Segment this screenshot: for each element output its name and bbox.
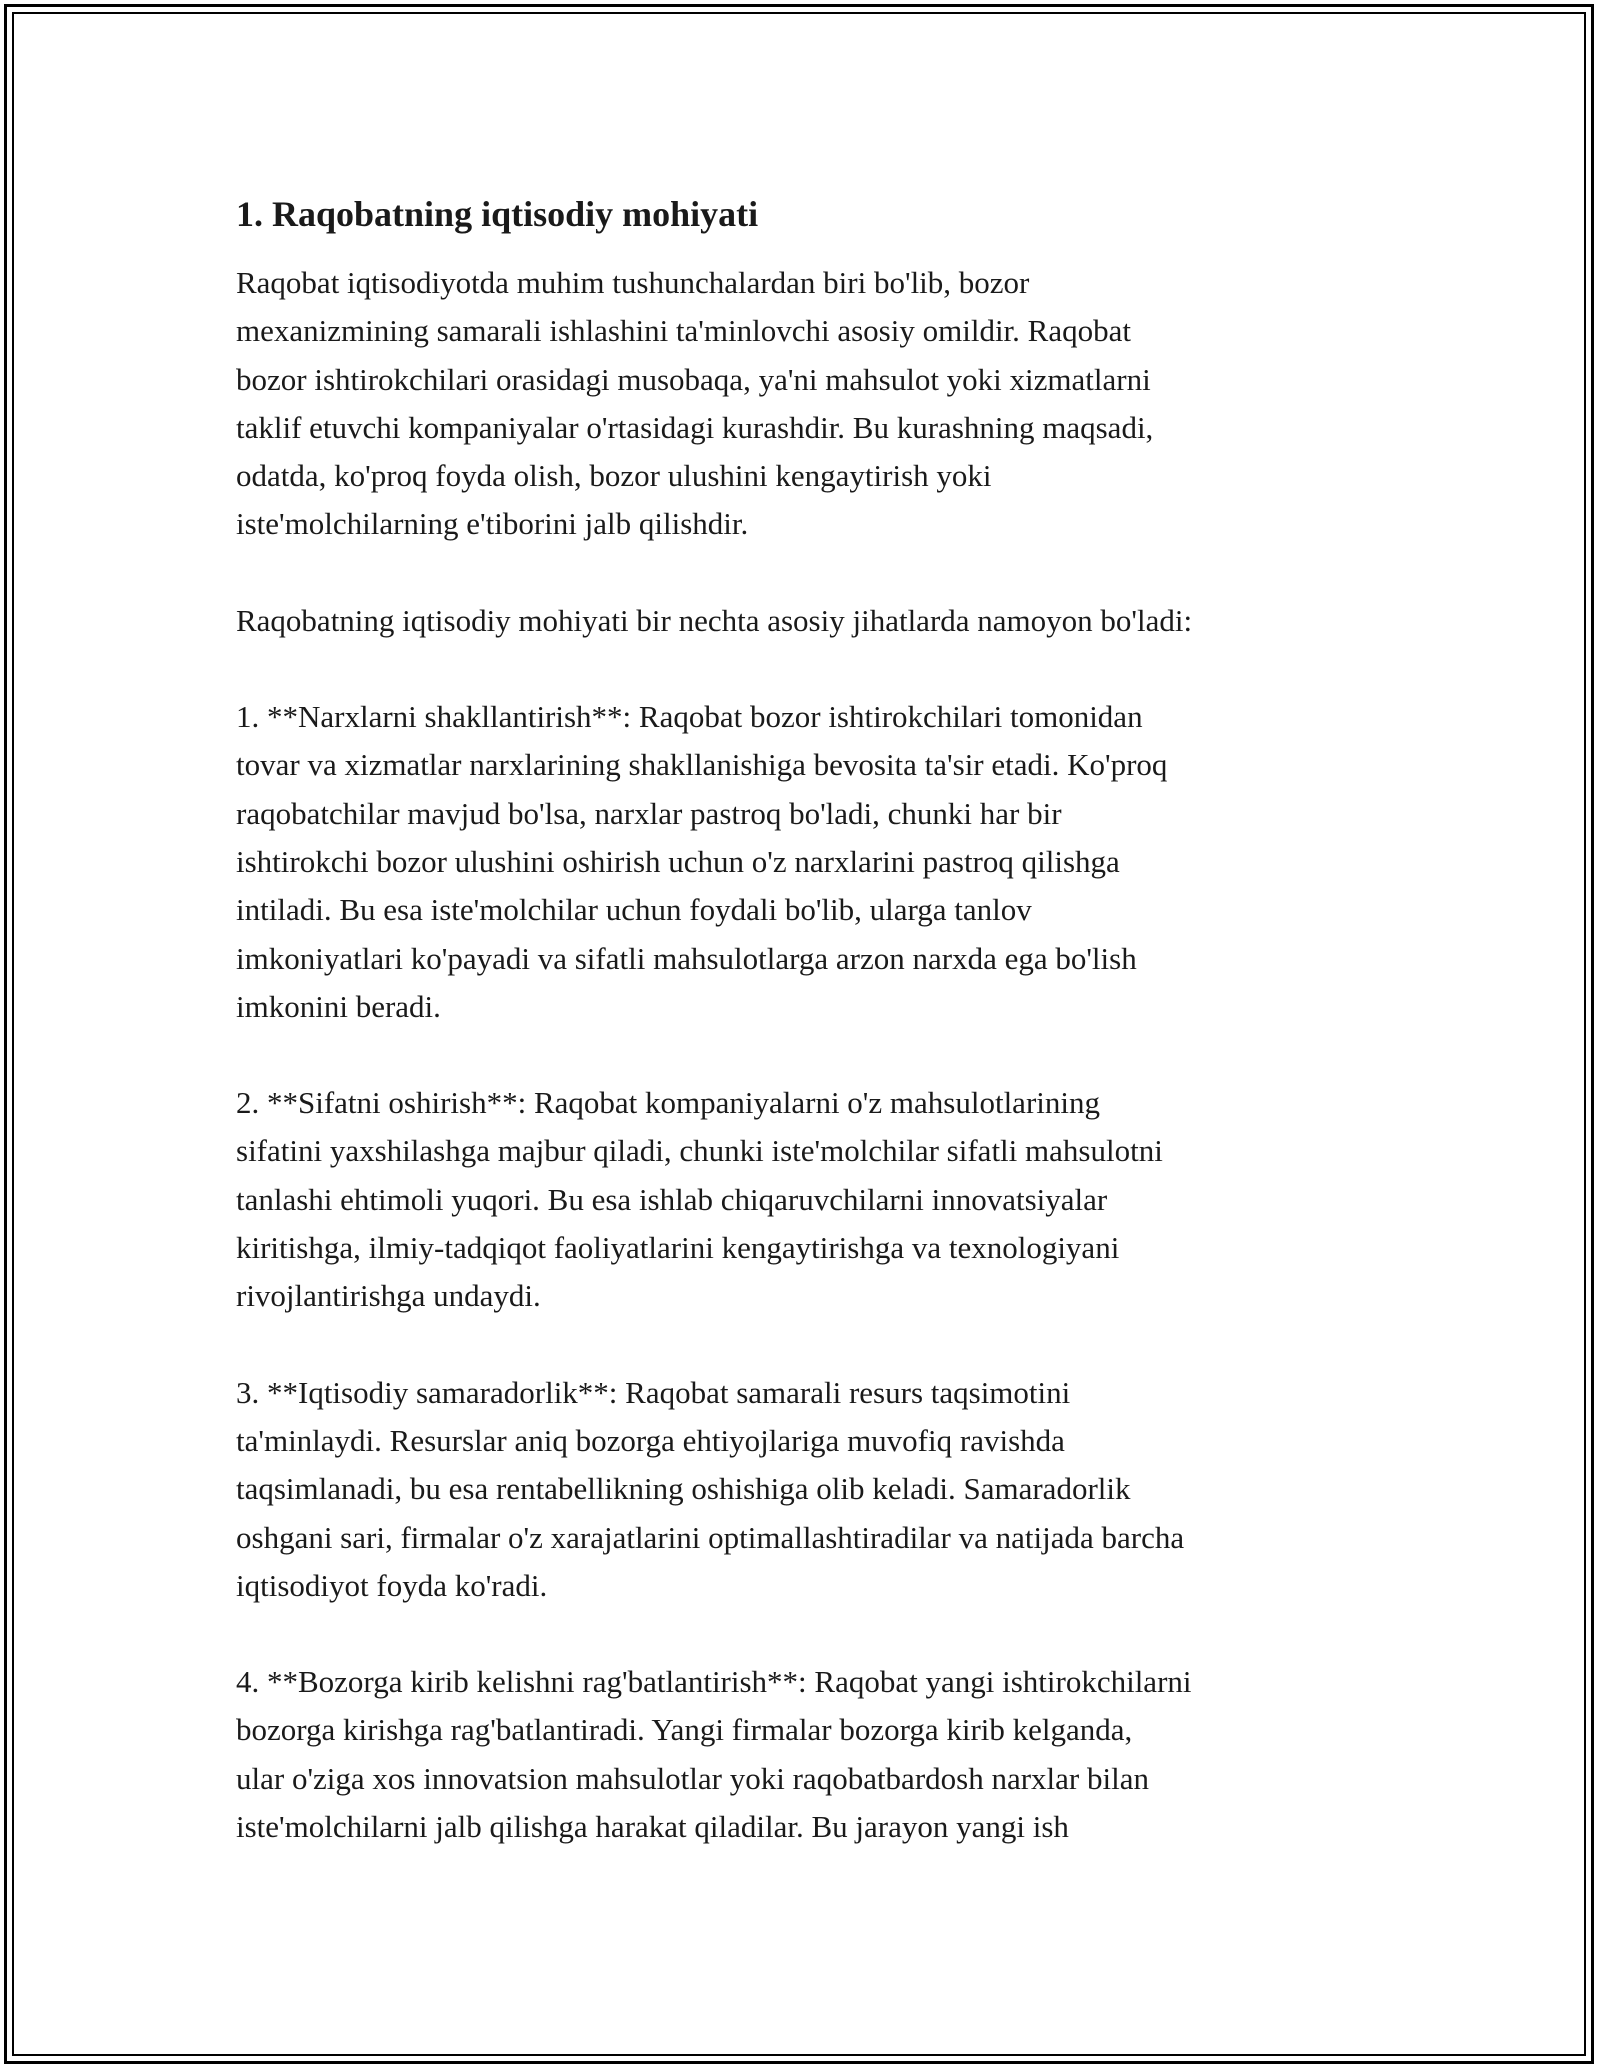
list-item-price-formation: 1. **Narxlarni shakllantirish**: Raqobat bozor ishtirokchilari tomonidan tovar va xizmatlar narxlarining shakllanishiga bevosita ta'sir etadi. Ko'proq raqobatchilar mavjud bo'lsa, narxlar pastroq bo'ladi, chunki har bir ishtirokchi bozor ulushini oshirish uchun o'z narxlarini pastroq qilishga intiladi. Bu esa iste'molchilar uchun foydali bo'lib, ularga tanlov imkoniyatlari ko'payadi va sifatli mahsulotlarga arzon narxda ega bo'lish imkonini beradi. [236,699,1168,1024]
list-item-market-entry: 4. **Bozorga kirib kelishni rag'batlantirish**: Raqobat yangi ishtirokchilarni bozorga kirishga rag'batlantiradi. Yangi firmalar bozorga kirib kelganda, ular o'ziga xos innovatsion mahsulotlar yoki raqobatbardosh narxlar bilan iste'molchilarni jalb qilishga harakat qiladilar. Bu jarayon yangi ish [236,1664,1192,1845]
section-title: 1. Raqobatning iqtisodiy mohiyati [236,194,759,234]
list-item-economic-efficiency: 3. **Iqtisodiy samaradorlik**: Raqobat samarali resurs taqsimotini ta'minlaydi. Resurslar aniq bozorga ehtiyojlariga muvofiq ravishda taqsimlanadi, bu esa rentabellikning oshishiga olib keladi. Samaradorlik oshgani sari, firmalar o'z xarajatlarini optimallashtiradilar va natijada barcha iqtisodiyot foyda ko'radi. [236,1374,1185,1603]
document-body [236,190,1376,1851]
aspects-lead-paragraph: Raqobatning iqtisodiy mohiyati bir nechta asosiy jihatlarda namoyon bo'ladi: [236,602,1193,638]
list-item-quality-improvement: 2. **Sifatni oshirish**: Raqobat kompaniyalarni o'z mahsulotlarining sifatini yaxshilashga majbur qiladi, chunki iste'molchilar sifatli mahsulotni tanlashi ehtimoli yuqori. Bu esa ishlab chiqaruvchilarni innovatsiyalar kiritishga, ilmiy-tadqiqot faoliyatlarini kengaytirishga va texnologiyani rivojlantirishga undaydi. [236,1085,1163,1314]
intro-paragraph: Raqobat iqtisodiyotda muhim tushunchalardan biri bo'lib, bozor mexanizmining samarali ishlashini ta'minlovchi asosiy omildir. Raqobat bozor ishtirokchilari orasidagi musobaqa, ya'ni mahsulot yoki xizmatlarni taklif etuvchi kompaniyalar o'rtasidagi kurashdir. Bu kurashning maqsadi, odatda, ko'proq foyda olish, bozor ulushini kengaytirish yoki iste'molchilarning e'tiborini jalb qilishdir. [236,265,1154,542]
